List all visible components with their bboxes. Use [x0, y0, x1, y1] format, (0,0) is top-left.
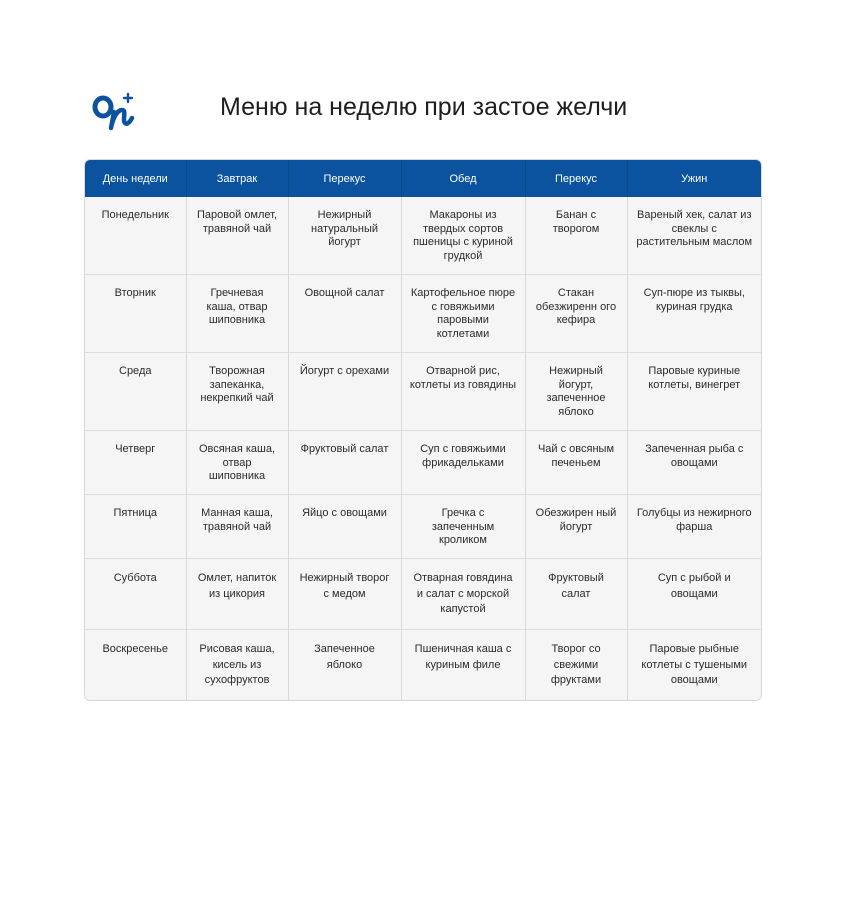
table-cell: Творожная запеканка, некрепкий чай — [186, 353, 288, 431]
table-cell: Гречневая каша, отвар шиповника — [186, 275, 288, 353]
table-cell: Йогурт с орехами — [288, 353, 401, 431]
day-cell: Четверг — [85, 431, 186, 495]
table-cell: Яйцо с овощами — [288, 495, 401, 559]
logo — [92, 90, 138, 132]
column-header-day: День недели — [85, 160, 186, 197]
column-header-snack: Перекус — [288, 160, 401, 197]
table-cell: Рисовая каша, кисель из сухофруктов — [186, 630, 288, 701]
table-cell: Творог со свежими фруктами — [525, 630, 627, 701]
table-cell: Картофельное пюре с говяжьими паровыми котлетами — [401, 275, 525, 353]
table-cell: Паровые куриные котлеты, винегрет — [627, 353, 761, 431]
table-row — [85, 559, 761, 630]
table-header-row — [85, 160, 761, 197]
table-cell: Фруктовый салат — [288, 431, 401, 495]
table-cell: Нежирный творог с медом — [288, 559, 401, 630]
day-cell: Пятница — [85, 495, 186, 559]
table-cell: Овощной салат — [288, 275, 401, 353]
table-cell: Нежирный натуральный йогурт — [288, 197, 401, 275]
page-title: Меню на неделю при застое желчи — [220, 93, 628, 121]
table-cell: Суп с говяжьими фрикадельками — [401, 431, 525, 495]
table-row — [85, 495, 761, 559]
table-cell: Запеченное яблоко — [288, 630, 401, 701]
table-row — [85, 431, 761, 495]
day-cell: Воскресенье — [85, 630, 186, 701]
table-row — [85, 275, 761, 353]
column-header-snack: Перекус — [525, 160, 627, 197]
column-header-dinner: Ужин — [627, 160, 761, 197]
day-cell: Понедельник — [85, 197, 186, 275]
table-cell: Пшеничная каша с куриным филе — [401, 630, 525, 701]
table-cell: Паровые рыбные котлеты с тушеными овощами — [627, 630, 761, 701]
table-cell: Нежирный йогурт, запеченное яблоко — [525, 353, 627, 431]
table-cell: Запеченная рыба с овощами — [627, 431, 761, 495]
table-cell: Суп с рыбой и овощами — [627, 559, 761, 630]
table-cell: Гречка с запеченным кроликом — [401, 495, 525, 559]
table-cell: Голубцы из нежирного фарша — [627, 495, 761, 559]
table-cell: Овсяная каша, отвар шиповника — [186, 431, 288, 495]
table-cell: Стакан обезжиренн ого кефира — [525, 275, 627, 353]
day-cell: Вторник — [85, 275, 186, 353]
table-cell: Макароны из твердых сортов пшеницы с куриной грудкой — [401, 197, 525, 275]
day-cell: Суббота — [85, 559, 186, 630]
table-row — [85, 630, 761, 701]
table-cell: Банан с творогом — [525, 197, 627, 275]
table-cell: Вареный хек, салат из свеклы с растительным маслом — [627, 197, 761, 275]
table-row — [85, 197, 761, 275]
column-header-lunch: Обед — [401, 160, 525, 197]
table-row — [85, 353, 761, 431]
table-cell: Фруктовый салат — [525, 559, 627, 630]
table-cell: Отварной рис, котлеты из говядины — [401, 353, 525, 431]
table-cell: Чай с овсяным печеньем — [525, 431, 627, 495]
table-cell: Манная каша, травяной чай — [186, 495, 288, 559]
table-cell: Отварная говядина и салат с морской капустой — [401, 559, 525, 630]
day-cell: Среда — [85, 353, 186, 431]
table-cell: Обезжирен ный йогурт — [525, 495, 627, 559]
menu-table — [84, 159, 762, 701]
table-cell: Омлет, напиток из цикория — [186, 559, 288, 630]
column-header-breakfast: Завтрак — [186, 160, 288, 197]
table-cell: Суп-пюре из тыквы, куриная грудка — [627, 275, 761, 353]
table-cell: Паровой омлет, травяной чай — [186, 197, 288, 275]
